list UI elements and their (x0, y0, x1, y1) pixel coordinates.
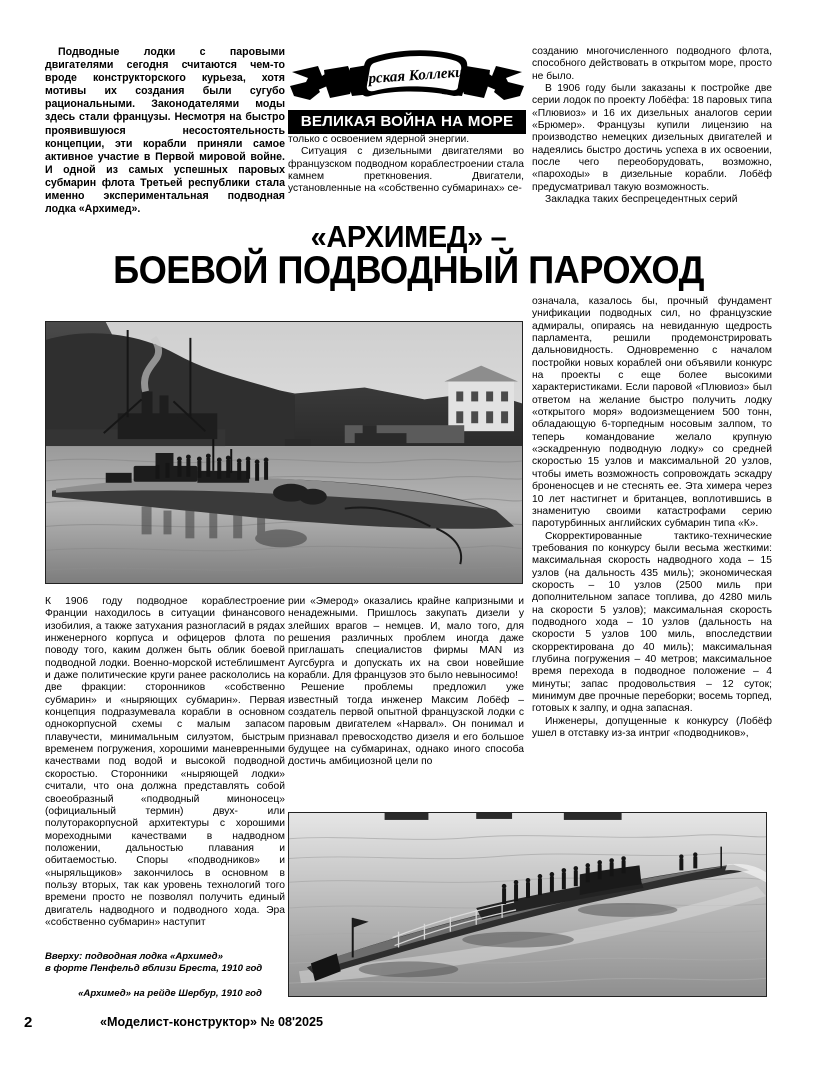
ribbon-banner-icon (288, 42, 526, 108)
right-column-body-text (532, 296, 772, 740)
paragraph: только с освоением ядерной энергии. (288, 134, 470, 145)
caption-photo-1 (45, 951, 295, 974)
footer-magazine-title: «Моделист-конструктор» № 08'2025 (100, 1015, 324, 1029)
paragraph: Закладка таких беспрецедентных серий (545, 194, 738, 206)
paragraph: Инженеры, допущенные к конкурсу (Лобёф ушел в отставку из-за интриг «подводников», (532, 715, 772, 740)
ribbon-banner-text: Морская Коллекция (347, 63, 481, 89)
paragraph: Ситуация с дизельными двигателями во французском подводном кораблестроении стала камнем преткновения. Двигатели, установленные на «собственно субмаринах» се- (288, 146, 524, 195)
paragraph: В 1906 году были заказаны к постройке две серии лодок по проекту Лобёфа: 18 паровых типа «Плювиоз» и 16 их дизельных аналогов серии «Брюмер». Французы купили лицензию на производство немецких дизельных двигателей и надеялись быстро достичь успеха в их освоении, после чего переоборудовать, возможно, «пароходы» в дизельные корабли. Лобёф предусматривал такую возможность. (532, 83, 772, 193)
mid-column-top-text (288, 134, 524, 196)
right-column-top-text (532, 46, 772, 206)
caption-line-1: Вверху: подводная лодка «Архимед» (45, 951, 223, 962)
photo-submarine-in-harbor (45, 321, 523, 584)
photo-submarine-underway (288, 812, 767, 997)
headline-line-2: БОЕВОЙ ПОДВОДНЫЙ ПАРОХОД (113, 249, 704, 293)
paragraph: созданию многочисленного подводного флота, способного действовать в открытом море, просто не было. (532, 46, 772, 82)
caption-line-2: в форте Пенфельд вблизи Бреста, 1910 год (45, 962, 263, 974)
section-title-bar: ВЕЛИКАЯ ВОЙНА НА МОРЕ (288, 110, 526, 134)
paragraph: означала, казалось бы, прочный фундамент унификации подводных сил, но французские адмиралы, опираясь на невиданную щедрость парламента, решили продемонстрировать дальновидность. Одновременно с началом постройки новых кораблей они объявили конкурс на проекты с еще более высокими характеристиками. Если паровой «Плювиоз» был ответом на желание быстро получить лодку «открытого моря» водоизмещением 500 тонн, обладающую 6-торпедным носовым залпом, то теперь командование желало крупную «эскадренную подводную лодку» со средней скоростью 15 узлов и максимальной 20 узлов, чтобы иметь возможность сопровождать эскадру броненосцев и не стеснять ее. Эта химера через 10 лет настигнет и британцев, воплотившись в знаменитую своими катастрофами серию паротурбинных английских субмарин типа «К». (532, 296, 772, 530)
paragraph: К 1906 году подводное кораблестроение Франции находилось в ситуации финансового изобилия, а также затухания разногласий в рядах инженерного корпуса и офицеров флота по поводу того, каким должен быть облик боевой подводной лодки. Военно-морской истеблишмент и даже политические круги ранее раскололись на две фракции: сторонников «собственно субмарин» и «ныряющих субмарин». Первая концепция подразумевала корабли в основном однокорпусной схемы с малым запасом плавучести, минимальным силуэтом, быстрым временем погружения, хорошими маневренными качествами под водой и высокой подводной скоростью. Сторонники «ныряющей лодки» считали, что она должна представлять собой своеобразный «подводный миноносец» (официальный термин) двух- или полуторакорпусной архитектуры с хорошими мореходными качествами в надводном положении, дальностью плавания и обитаемостью. Споры «подводников» и «ныряльщиков» закончилось в основном в пользу вторых, так как уровень технологий того времени просто не позволял получить единый двигатель надводного и подводного хода. Эра «собственно субмарин» наступит (45, 596, 285, 928)
paragraph: рии «Эмерод» оказались крайне капризными и ненадежными. Пришлось закупать дизели у злейших врагов – немцев. И, мало того, для решения различных проблем иногда даже приглашать специалистов фирмы MAN из Аугсбурга и допускать их на свои новейшие корабли. Для французов это было невыносимо! (288, 596, 524, 682)
article-headline (45, 219, 772, 293)
mid-column-body-text (288, 596, 524, 769)
lead-paragraph: Подводные лодки с паровыми двигателями сегодня считаются чем-то вроде конструкторского курьеза, хотя мотивы их создания были сугубо рациональными. Законодателями моды здесь стали французы. Несмотря на быстро проявившуюся несостоятельность концепции, эти корабли приняли самое активное участие в Первой мировой войне. И одной из самых успешных паровых субмарин флота Третьей республики стала именно экспериментальная подводная лодка «Архимед». (45, 46, 285, 216)
headline-line-1: «АРХИМЕД» – (310, 219, 507, 254)
lead-paragraph-block (45, 46, 285, 216)
page-number: 2 (24, 1014, 33, 1031)
paragraph: Решение проблемы предложил уже известный тогда инженер Максим Лобёф – создатель первой опытной французской лодки с паровым двигателем «Нарвал». Он понимал и признавал превосходство дизеля и его большое будущее на субмаринах, однако иного способа достичь амбициозной цели по (288, 682, 524, 768)
left-column-body-text (45, 596, 285, 929)
caption-photo-2: «Архимед» на рейде Шербур, 1910 год (78, 988, 262, 999)
section-masthead (288, 42, 526, 134)
paragraph: Скорректированные тактико-технические требования по конкурсу были весьма жесткими: максимальная скорость надводного хода – 15 узлов (на дальность 435 миль); экономическая скорость – 10 узлов (2500 миль при дополнительном запасе топлива, до 4280 миль на скорости 5 узлов); максимальная скорость подводного хода – 10 узлов (дальность на скорости 5 узлов 100 миль, впоследствии скорректирована до 40 миль); максимальная глубина погружения – 40 метров; максимальное время перехода в подводное положение – 4 минуты; запас продовольствия – 12 суток; минимум две прочные переборки; восемь торпед, готовых к залпу, и одна запасная. (532, 530, 772, 715)
page-footer (24, 1012, 792, 1036)
